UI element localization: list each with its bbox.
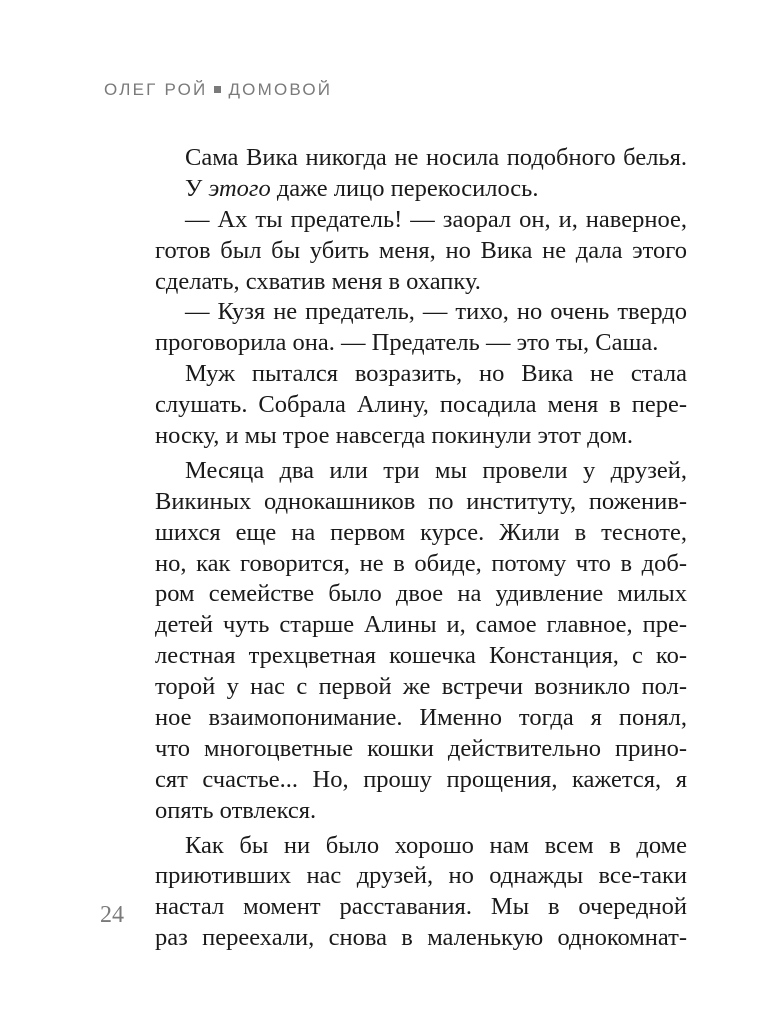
text-line: ром семействе было двое на удивление милых bbox=[155, 580, 687, 608]
text-line: но, как говорится, не в обиде, потому что в доб- bbox=[155, 549, 687, 577]
text-line: готов был бы убить меня, но Вика не дала этого bbox=[155, 236, 687, 264]
text-line: приютивших нас друзей, но однажды все-таки bbox=[155, 862, 687, 890]
text-fragment: У bbox=[185, 174, 209, 202]
text-line: детей чуть старше Алины и, самое главное, пре- bbox=[155, 611, 687, 639]
italic-fragment: этого bbox=[208, 174, 271, 202]
text-line: сделать, схватив меня в охапку. bbox=[155, 267, 481, 295]
text-line: носку, и мы трое навсегда покинули этот дом. bbox=[155, 422, 633, 450]
text-line: Месяца два или три мы провели у друзей, bbox=[185, 456, 687, 484]
text-line: сят счастье... Но, прошу прощения, кажется, я bbox=[155, 765, 687, 793]
running-header bbox=[104, 80, 332, 100]
text-line: раз переехали, снова в маленькую однокомнат- bbox=[155, 924, 687, 952]
text-line: ное взаимопонимание. Именно тогда я понял, bbox=[155, 704, 687, 732]
text-line: лестная трехцветная кошечка Констанция, с ко- bbox=[155, 642, 687, 670]
text-fragment: даже лицо перекосилось. bbox=[270, 174, 539, 202]
text-line: — Кузя не предатель, — тихо, но очень твердо bbox=[185, 298, 687, 326]
text-line: торой у нас с первой же встречи возникло пол- bbox=[155, 673, 687, 701]
text-line: Викиных однокашников по институту, поженив- bbox=[155, 487, 687, 515]
text-line: — Ах ты предатель! — заорал он, и, наверное, bbox=[185, 205, 687, 233]
page-number: 24 bbox=[100, 902, 124, 928]
text-line: Муж пытался возразить, но Вика не стала bbox=[185, 360, 687, 388]
text-line: что многоцветные кошки действительно прино- bbox=[155, 734, 687, 762]
text-line: шихся еще на первом курсе. Жили в тесноте, bbox=[155, 518, 687, 546]
text-line bbox=[155, 174, 687, 205]
header-separator-square bbox=[214, 86, 221, 93]
body-text bbox=[155, 143, 687, 954]
text-line: проговорила она. — Предатель — это ты, Саша. bbox=[155, 329, 659, 357]
header-book-title: ДОМОВОЙ bbox=[228, 80, 333, 99]
text-line: слушать. Собрала Алину, посадила меня в пере- bbox=[155, 391, 687, 419]
text-line: Как бы ни было хорошо нам всем в доме bbox=[185, 831, 687, 859]
text-line: Сама Вика никогда не носила подобного белья. bbox=[185, 144, 687, 171]
text-line: опять отвлекся. bbox=[155, 796, 317, 824]
header-author: ОЛЕГ РОЙ bbox=[104, 80, 208, 99]
text-line: настал момент расставания. Мы в очередной bbox=[155, 893, 687, 921]
